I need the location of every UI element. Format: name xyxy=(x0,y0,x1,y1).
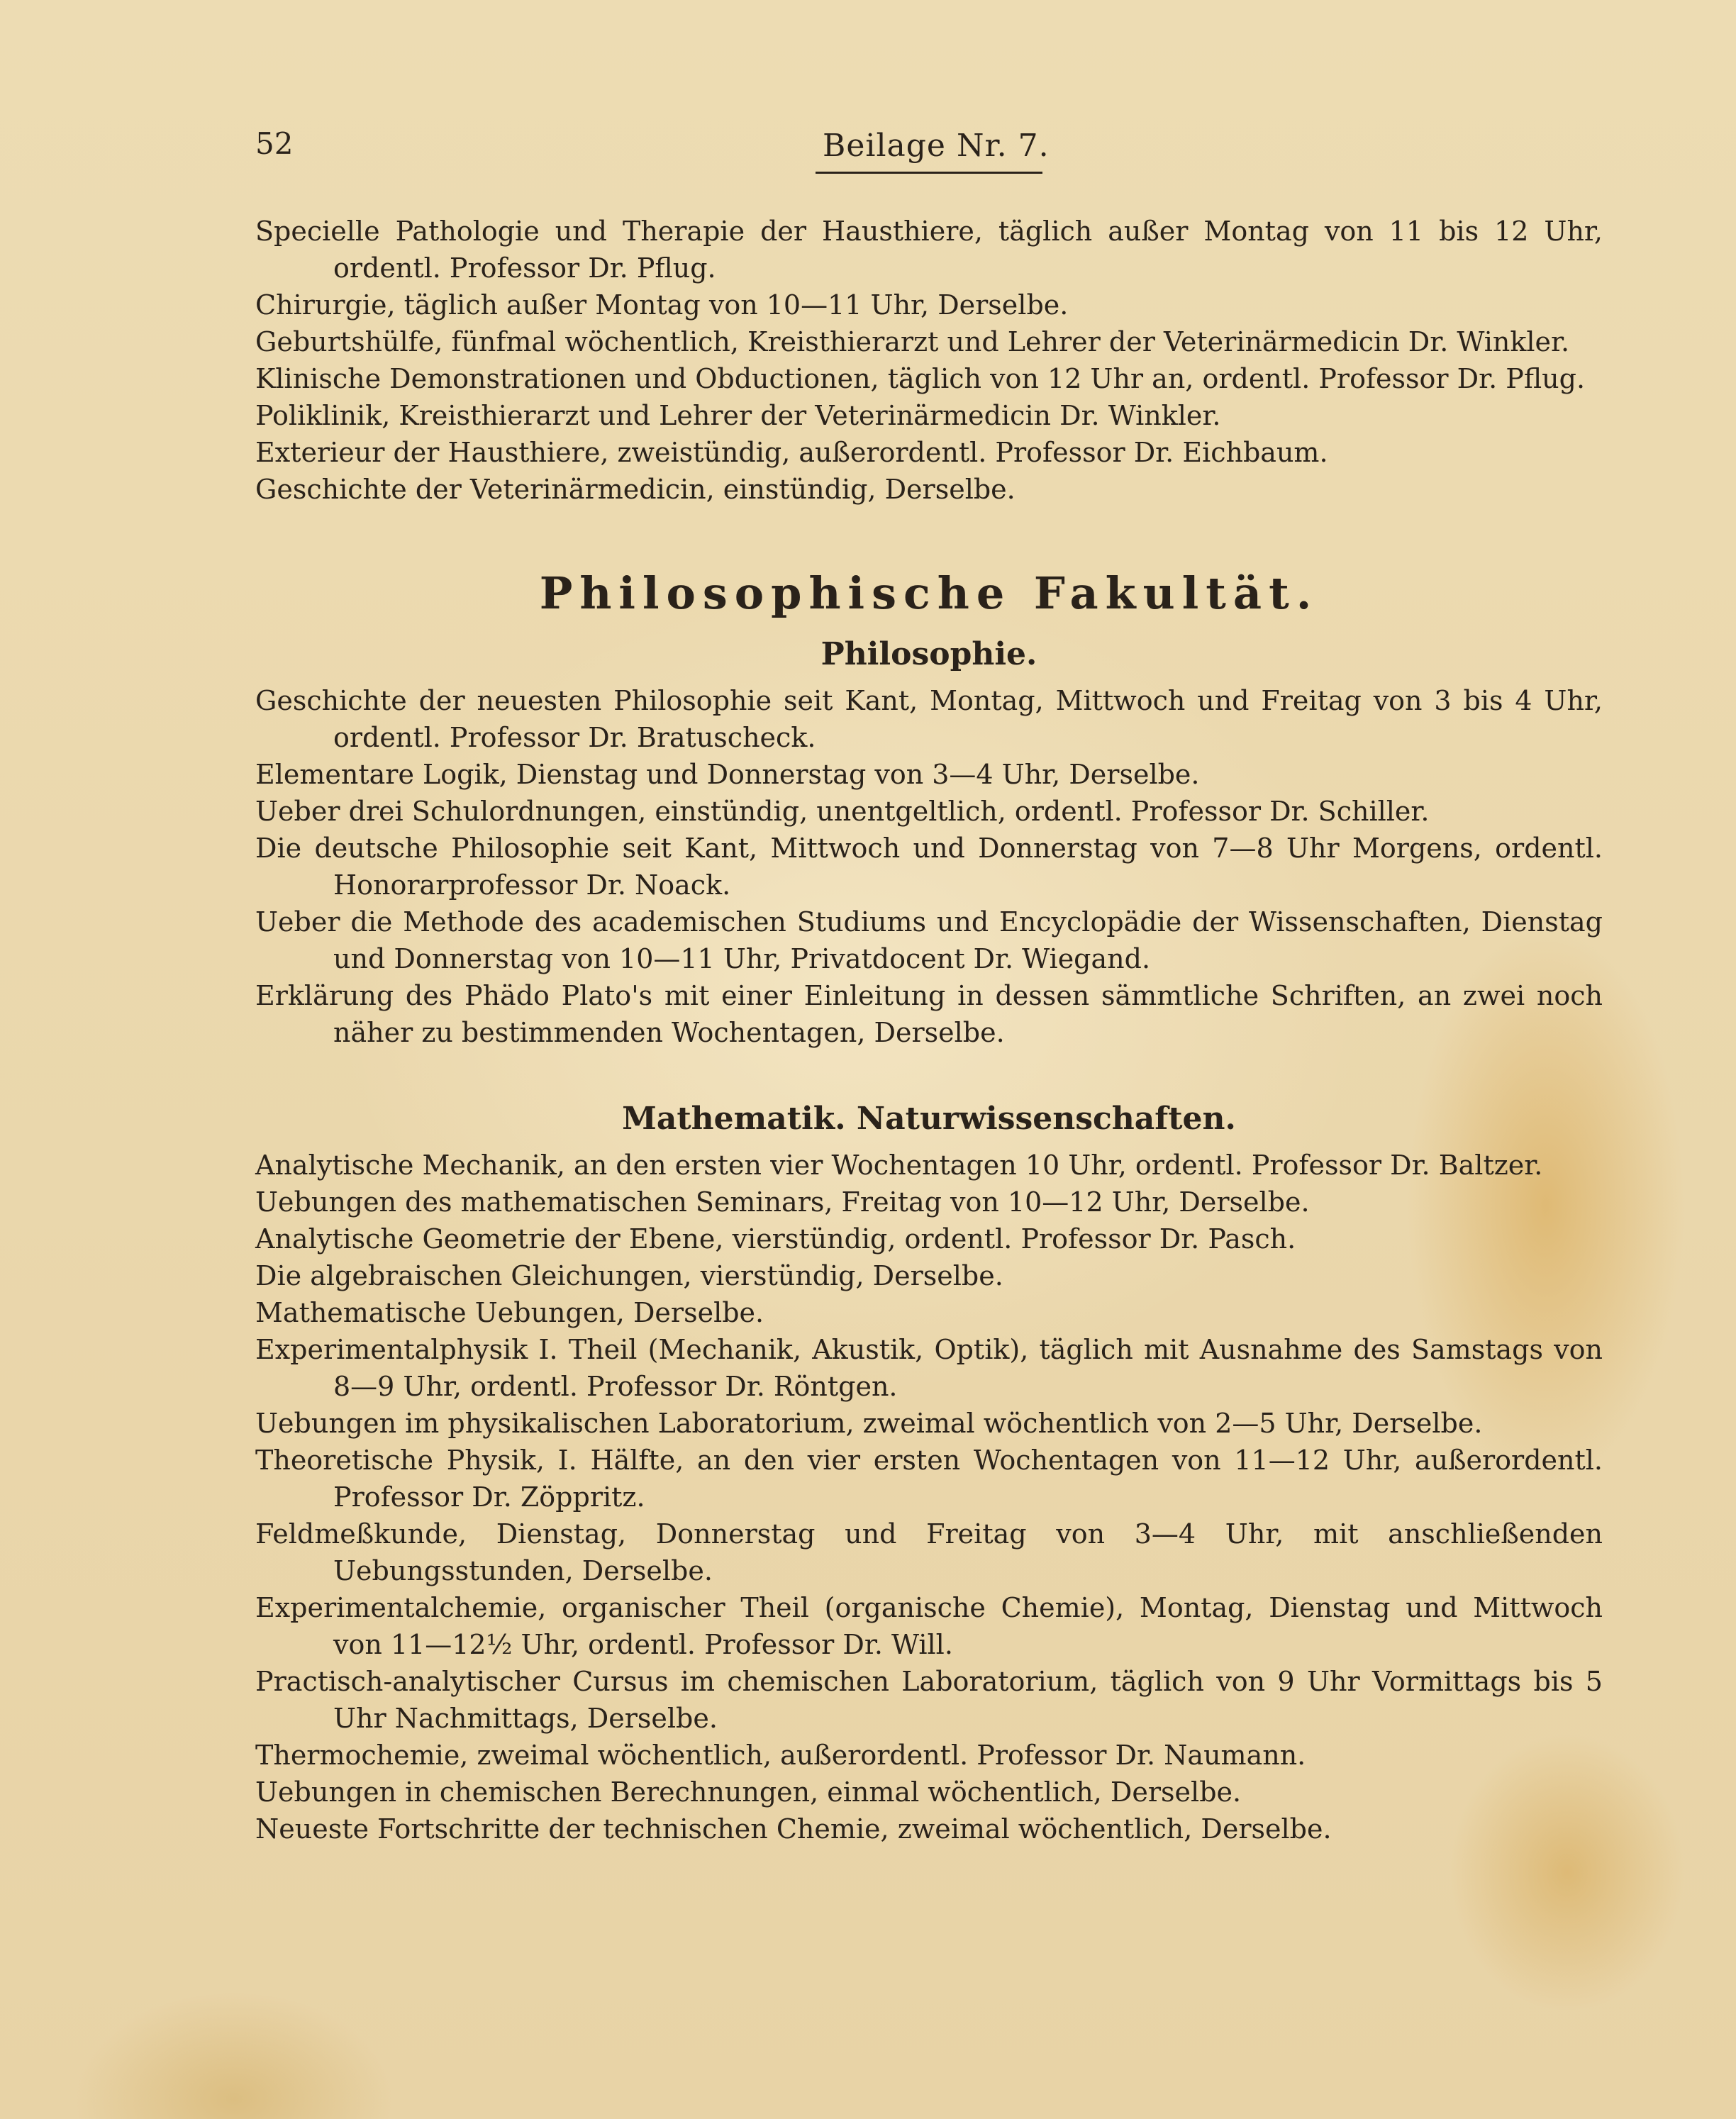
lecture-entry: Uebungen in chemischen Berechnungen, einmal wöchentlich, Derselbe. xyxy=(255,1776,1242,1808)
lecture-entry: Analytische Geometrie der Ebene, vierstündig, ordentl. Professor Dr. Pasch. xyxy=(255,1223,1296,1255)
page-number: 52 xyxy=(255,126,294,161)
lecture-entry: Practisch-analytischer Cursus im chemischen Laboratorium, täglich von 9 Uhr Vormittags bis 5 Uhr Nachmittags, Derselbe. xyxy=(255,1666,1603,1734)
lecture-entry: Ueber drei Schulordnungen, einstündig, unentgeltlich, ordentl. Professor Dr. Schiller. xyxy=(255,796,1430,827)
lecture-entry: Die deutsche Philosophie seit Kant, Mittwoch und Donnerstag von 7—8 Uhr Morgens, ordentl. Honorarprofessor Dr. Noack. xyxy=(255,833,1603,901)
lecture-entry: Geburtshülfe, fünfmal wöchentlich, Kreisthierarzt und Lehrer der Veterinärmedicin Dr. Winkler. xyxy=(255,326,1570,357)
lecture-entry: Neueste Fortschritte der technischen Chemie, zweimal wöchentlich, Derselbe. xyxy=(255,1813,1332,1845)
lecture-entry: Mathematische Uebungen, Derselbe. xyxy=(255,1297,764,1328)
philosophy-section xyxy=(255,636,1603,1051)
lecture-entry: Experimentalphysik I. Theil (Mechanik, Akustik, Optik), täglich mit Ausnahme des Samstags von 8—9 Uhr, ordentl. Professor Dr. Röntgen. xyxy=(255,1334,1603,1402)
lecture-entry: Poliklinik, Kreisthierarzt und Lehrer der Veterinärmedicin Dr. Winkler. xyxy=(255,400,1221,431)
mathematics-section xyxy=(255,1101,1603,1847)
lecture-entry: Theoretische Physik, I. Hälfte, an den vier ersten Wochentagen von 11—12 Uhr, außerordentl. Professor Dr. Zöppritz. xyxy=(255,1445,1603,1513)
lecture-entry: Geschichte der Veterinärmedicin, einstündig, Derselbe. xyxy=(255,474,1016,505)
page-content xyxy=(255,213,1603,1847)
section-title-mathematics: Mathematik. Naturwissenschaften. xyxy=(622,1101,1236,1137)
header-rule xyxy=(816,172,1042,174)
lecture-entry: Experimentalchemie, organischer Theil (organische Chemie), Montag, Dienstag und Mittwoch von 11—12½ Uhr, ordentl. Professor Dr. Will. xyxy=(255,1592,1603,1660)
running-head: Beilage Nr. 7. xyxy=(823,128,1050,164)
lecture-entry: Analytische Mechanik, an den ersten vier Wochentagen 10 Uhr, ordentl. Professor Dr. Baltzer. xyxy=(255,1150,1543,1181)
lecture-entry: Feldmeßkunde, Dienstag, Donnerstag und Freitag von 3—4 Uhr, mit anschließenden Uebungsstunden, Derselbe. xyxy=(255,1518,1603,1586)
lecture-entry: Specielle Pathologie und Therapie der Hausthiere, täglich außer Montag von 11 bis 12 Uhr, ordentl. Professor Dr. Pflug. xyxy=(255,216,1603,284)
lecture-entry: Exterieur der Hausthiere, zweistündig, außerordentl. Professor Dr. Eichbaum. xyxy=(255,437,1328,468)
veterinary-section xyxy=(255,213,1603,508)
lecture-entry: Uebungen im physikalischen Laboratorium, zweimal wöchentlich von 2—5 Uhr, Derselbe. xyxy=(255,1408,1483,1439)
lecture-entry: Elementare Logik, Dienstag und Donnerstag von 3—4 Uhr, Derselbe. xyxy=(255,759,1200,790)
lecture-entry: Geschichte der neuesten Philosophie seit Kant, Montag, Mittwoch und Freitag von 3 bis 4 Uhr, ordentl. Professor Dr. Bratuscheck. xyxy=(255,685,1603,753)
lecture-entry: Ueber die Methode des academischen Studiums und Encyclopädie der Wissenschaften, Dienstag und Donnerstag von 10—11 Uhr, Privatdocent Dr. Wiegand. xyxy=(255,906,1603,974)
lecture-entry: Thermochemie, zweimal wöchentlich, außerordentl. Professor Dr. Naumann. xyxy=(255,1740,1306,1771)
faculty-title: Philosophische Fakultät. xyxy=(539,567,1319,619)
lecture-entry: Die algebraischen Gleichungen, vierstündig, Derselbe. xyxy=(255,1260,1003,1291)
page-header xyxy=(0,121,1736,177)
lecture-entry: Klinische Demonstrationen und Obductionen, täglich von 12 Uhr an, ordentl. Professor Dr. Pflug. xyxy=(255,363,1586,394)
section-title-philosophy: Philosophie. xyxy=(820,636,1037,672)
lecture-entry: Erklärung des Phädo Plato's mit einer Einleitung in dessen sämmtliche Schriften, an zwei noch näher zu bestimmenden Wochentagen, Derselbe. xyxy=(255,980,1603,1048)
lecture-entry: Uebungen des mathematischen Seminars, Freitag von 10—12 Uhr, Derselbe. xyxy=(255,1186,1310,1218)
lecture-entry: Chirurgie, täglich außer Montag von 10—11 Uhr, Derselbe. xyxy=(255,289,1069,321)
